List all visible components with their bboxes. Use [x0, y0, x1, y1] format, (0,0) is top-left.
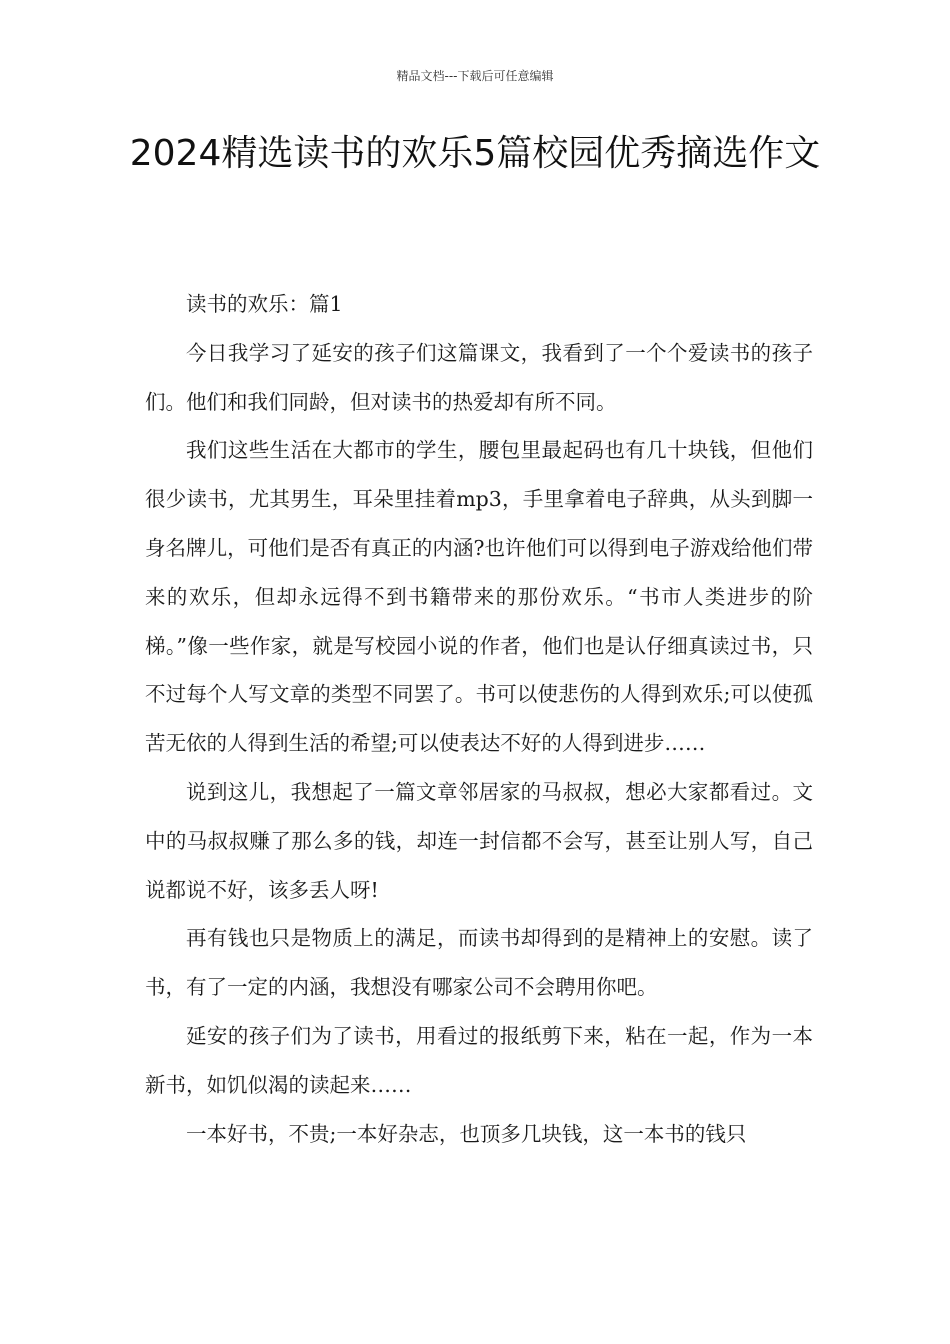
- paragraph: 一本好书，不贵;一本好杂志，也顶多几块钱，这一本书的钱只: [186, 1121, 747, 1146]
- paragraph: 说到这儿，我想起了一篇文章邻居家的马叔叔，想必大家都看过。文中的马叔叔赚了那么多的钱，却连一封信都不会写，甚至让别人写，自己说都说不好，该多丢人呀!: [145, 779, 813, 902]
- paragraph: 再有钱也只是物质上的满足，而读书却得到的是精神上的安慰。读了书，有了一定的内涵，我想没有哪家公司不会聘用你吧。: [145, 926, 813, 1000]
- paragraph: 今日我学习了延安的孩子们这篇课文，我看到了一个个爱读书的孩子们。他们和我们同龄，但对读书的热爱却有所不同。: [145, 340, 813, 414]
- section-heading: 读书的欢乐：篇1: [186, 292, 343, 316]
- paragraph: 我们这些生活在大都市的学生，腰包里最起码也有几十块钱，但他们很少读书，尤其男生，耳朵里挂着mp3，手里拿着电子辞典，从头到脚一身名牌儿，可他们是否有真正的内涵?也许他们可以得到电子游戏给他们带来的欢乐，但却永远得不到书籍带来的那份欢乐。“书市人类进步的阶梯。”像一些作家，就是写校园小说的作者，他们也是认仔细真读过书，只不过每个人写文章的类型不同罢了。书可以使悲伤的人得到欢乐;可以使孤苦无依的人得到生活的希望;可以使表达不好的人得到进步……: [145, 438, 813, 756]
- page-header-note: 精品文档---下载后可任意编辑: [396, 69, 554, 83]
- paragraph: 延安的孩子们为了读书，用看过的报纸剪下来，粘在一起，作为一本新书，如饥似渴的读起来……: [145, 1023, 813, 1097]
- document-body: [145, 280, 813, 1158]
- document-title: 2024精选读书的欢乐5篇校园优秀摘选作文: [129, 133, 821, 174]
